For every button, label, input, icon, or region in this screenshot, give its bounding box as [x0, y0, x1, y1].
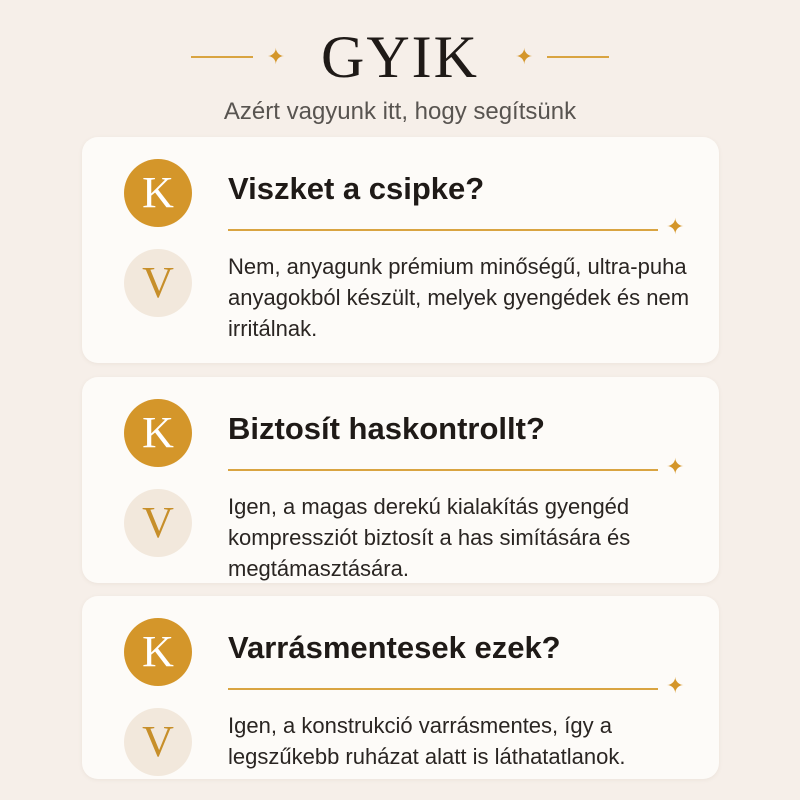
faq-divider	[228, 688, 658, 690]
question-badge: K	[124, 399, 192, 467]
question-badge: K	[124, 159, 192, 227]
title-right-line	[547, 56, 609, 58]
page-title: GYIK	[321, 24, 479, 90]
faq-divider	[228, 469, 658, 471]
page-subtitle: Azért vagyunk itt, hogy segítsünk	[223, 98, 577, 125]
faq-question: Viszket a csipke?	[228, 171, 485, 206]
sparkle-star-icon: ✦	[666, 454, 685, 479]
title-row	[0, 22, 800, 92]
faq-card-2	[82, 377, 719, 583]
faq-card-1	[82, 137, 719, 363]
faq-answer: Igen, a magas derekú kialakítás gyengéd kompressziót biztosít a has simítására és megtámasztására.	[228, 494, 631, 581]
sparkle-star-icon: ✦	[266, 44, 285, 69]
answer-badge: V	[124, 489, 192, 557]
faq-divider	[228, 229, 658, 231]
faq-question: Varrásmentesek ezek?	[228, 630, 561, 665]
sparkle-star-icon: ✦	[666, 214, 685, 239]
sparkle-star-icon: ✦	[514, 44, 534, 69]
question-badge: K	[124, 618, 192, 686]
faq-question: Biztosít haskontrollt?	[228, 411, 545, 446]
faq-card-3	[82, 596, 719, 779]
sparkle-star-icon: ✦	[666, 673, 685, 698]
answer-badge: V	[124, 249, 192, 317]
faq-header	[0, 22, 800, 126]
faq-answer: Nem, anyagunk prémium minőségű, ultra-puha anyagokból készült, melyek gyengédek és nem irritálnak.	[228, 254, 690, 341]
title-left-line	[191, 56, 253, 58]
answer-badge: V	[124, 708, 192, 776]
faq-answer: Igen, a konstrukció varrásmentes, így a legszűkebb ruházat alatt is láthatatlanok.	[228, 713, 626, 769]
